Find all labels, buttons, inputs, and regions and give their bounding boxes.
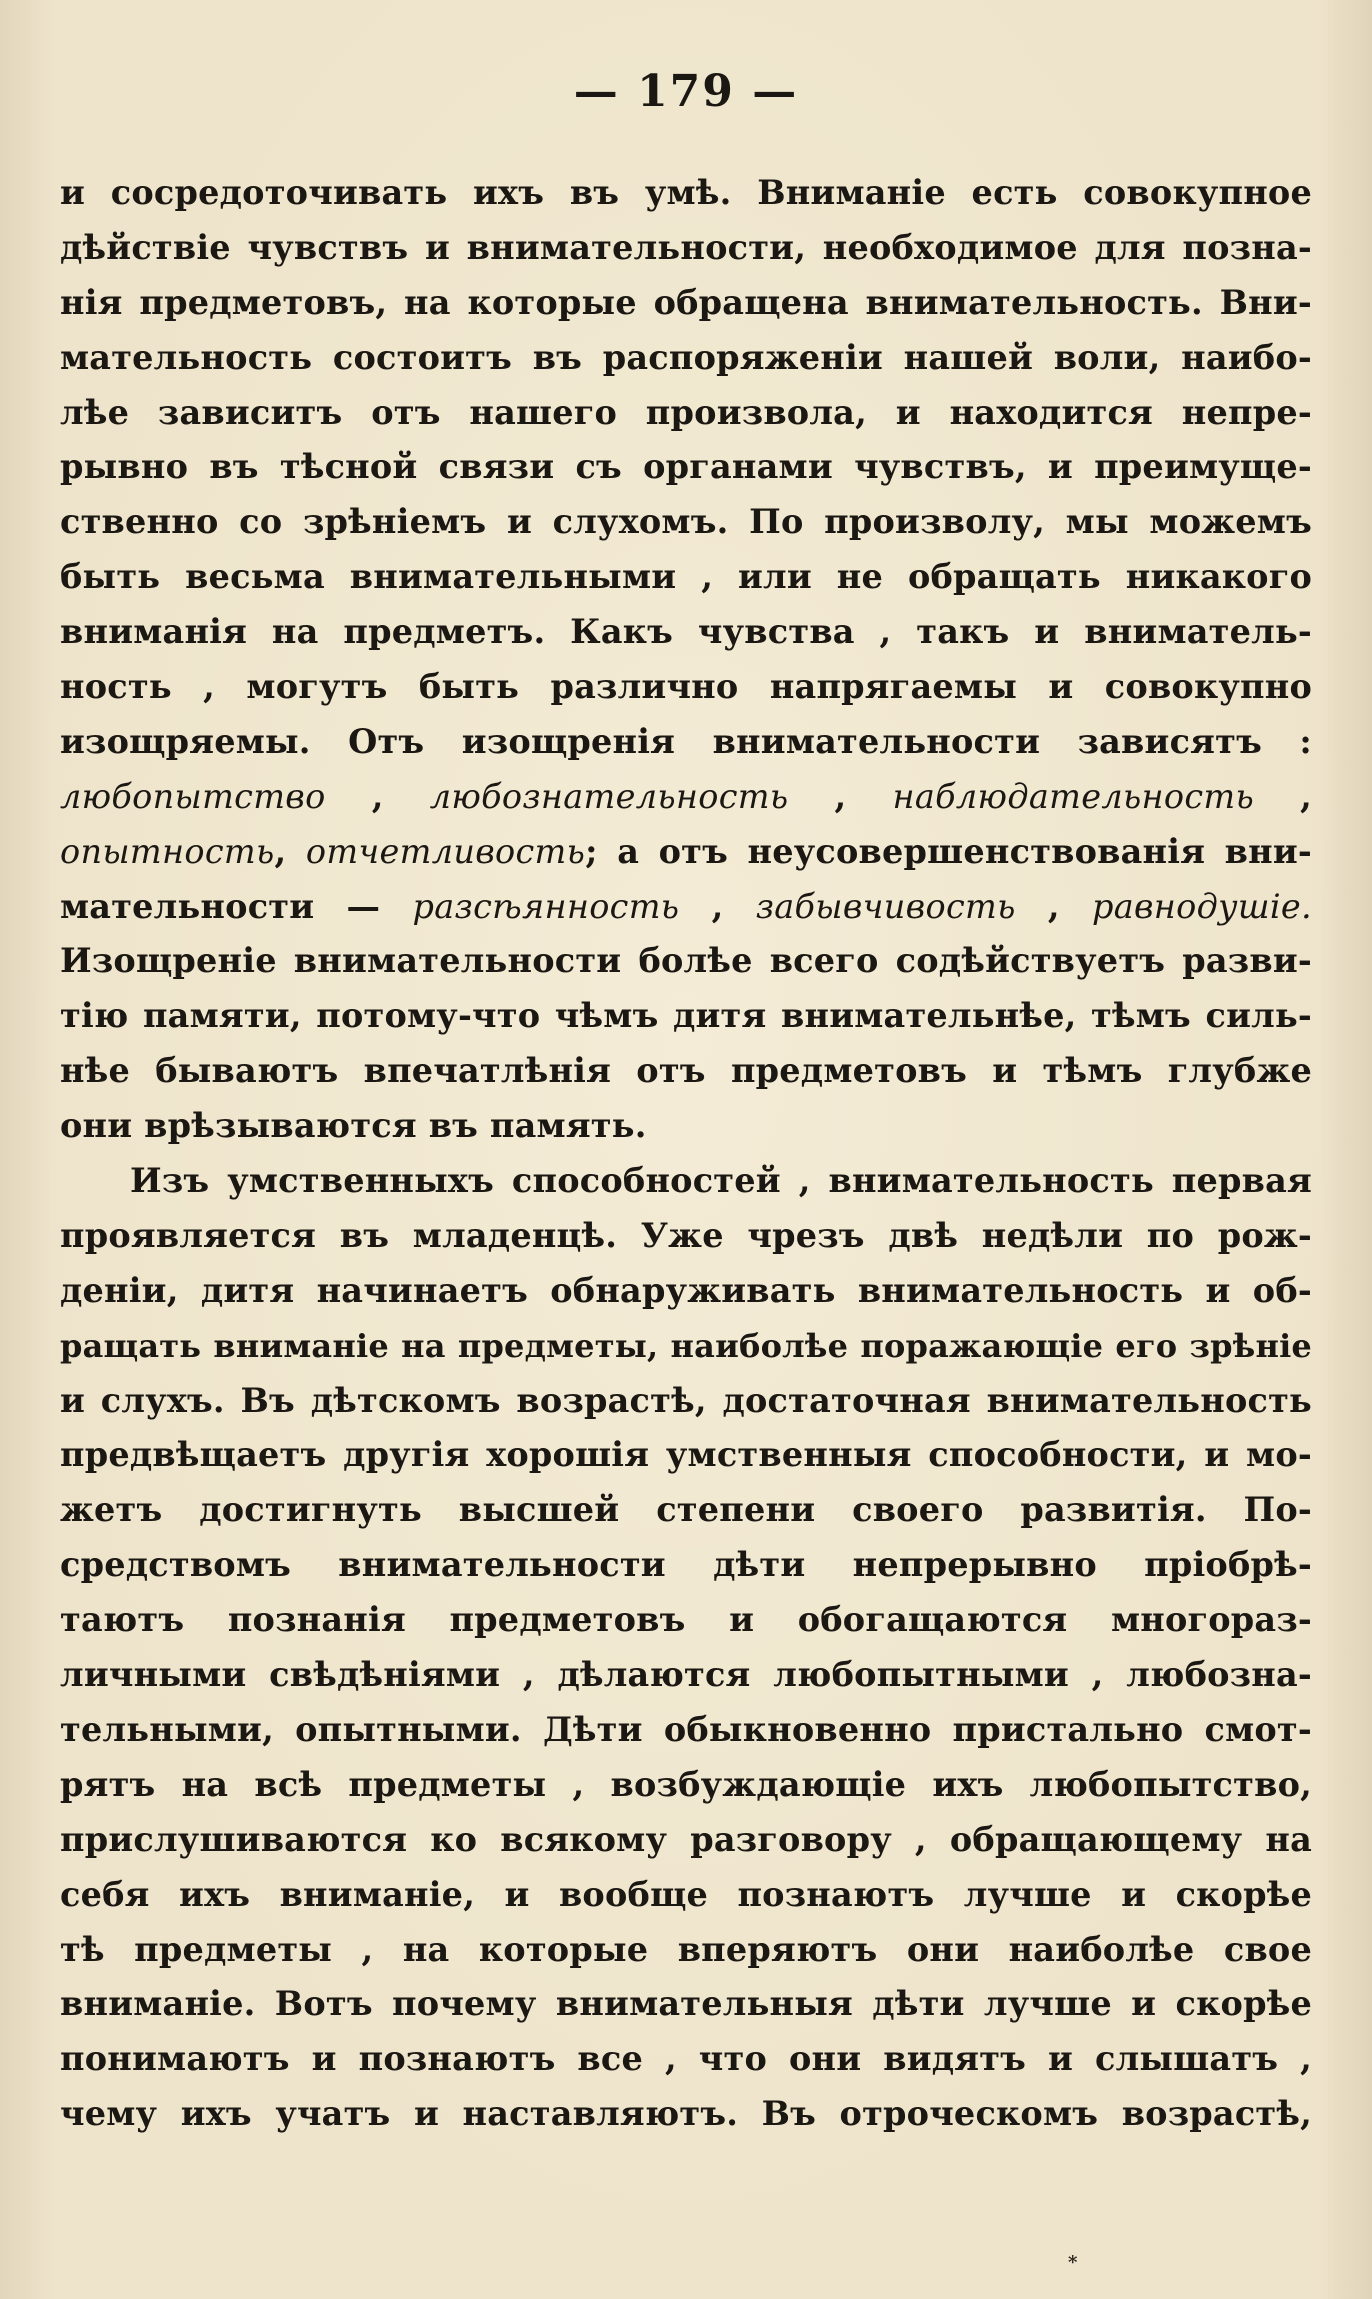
text-line-italic-terms [60,880,1312,935]
separator: , [1015,886,1092,926]
italic-term: опытность [60,831,275,871]
separator: , [679,886,756,926]
text-line: таютъ познанія предметовъ и обогащаются многораз- [60,1600,1312,1640]
text-fragment: ; а отъ неусовершенствованія вни- [585,831,1312,871]
italic-term: отчетливость [305,831,586,871]
text-line: нія предметовъ, на которые обращена внимательность. Вни- [60,282,1312,322]
text-line: изощряемы. Отъ изощренія внимательности зависятъ : [60,721,1312,761]
text-line: и сосредоточивать ихъ въ умѣ. Вниманіе есть совокупное [60,173,1312,212]
text-line: тію памяти, потому-что чѣмъ дитя внимательнѣе, тѣмъ силь- [60,996,1312,1036]
text-line: вниманія на предметъ. Какъ чувства , такъ и вниматель- [60,612,1312,652]
separator: , [274,831,306,871]
text-line: средствомъ внимательности дѣти непрерывно пріобрѣ- [60,1545,1312,1585]
text-line: мательность состоитъ въ распоряженіи нашей воли, наибо- [60,337,1312,377]
text-line: Изощреніе внимательности болѣе всего содѣйствуетъ разви- [60,941,1312,981]
text-line: Изъ умственныхъ способностей , внимательность первая [130,1161,1312,1201]
text-fragment: мательности — [60,886,413,926]
italic-term: наблюдательность [892,776,1255,816]
text-line: предвѣщаетъ другія хорошія умственныя способности, и мо- [60,1435,1312,1475]
text-line: ращать вниманіе на предметы, наиболѣе поражающіе его зрѣніе [60,1326,1312,1365]
body-text [60,166,1312,2142]
italic-term: разсѣянность [412,886,680,926]
italic-term: забывчивость [755,886,1016,926]
text-line: понимаютъ и познаютъ все , что они видятъ и слышатъ , [60,2039,1312,2079]
text-line-italic-terms [60,770,1312,825]
text-line: проявляется въ младенцѣ. Уже чрезъ двѣ недѣли по рож- [60,1215,1312,1255]
text-line: рывно въ тѣсной связи съ органами чувствъ, и преимуще- [60,447,1312,487]
italic-term: равнодушіе. [1091,886,1312,926]
page-number: — 179 — [573,66,799,117]
text-line: себя ихъ вниманіе, и вообще познаютъ лучше и скорѣе [60,1874,1312,1914]
text-line: тѣ предметы , на которые вперяютъ они наиболѣе свое [60,1929,1312,1969]
text-line-italic-terms [60,825,1312,880]
italic-term: любознательность [429,776,789,816]
text-line: и слухъ. Въ дѣтскомъ возрастѣ, достаточная внимательность [60,1380,1312,1420]
text-line: ственно со зрѣніемъ и слухомъ. По произволу, мы можемъ [60,502,1312,542]
text-line: нѣе бываютъ впечатлѣнія отъ предметовъ и тѣмъ глубже [60,1051,1312,1091]
text-line: чему ихъ учатъ и наставляютъ. Въ отроческомъ возрастѣ, [60,2094,1312,2134]
text-line: вниманіе. Вотъ почему внимательныя дѣти лучше и скорѣе [60,1984,1312,2024]
signature-mark: * [1068,2252,1078,2273]
text-line: тельными, опытными. Дѣти обыкновенно пристально смот- [60,1709,1312,1749]
separator: , [325,776,430,816]
italic-term: любопытство [60,776,326,816]
text-line: деніи, дитя начинаетъ обнаруживать внимательность и об- [60,1270,1312,1310]
text-line: лѣе зависитъ отъ нашего произвола, и находится непре- [60,392,1312,432]
paragraph-2 [60,1154,1312,2142]
text-line: они врѣзываются въ память. [60,1106,647,1146]
text-line: прислушиваются ко всякому разговору , обращающему на [60,1819,1312,1859]
text-line: жетъ достигнуть высшей степени своего развитія. По- [60,1490,1312,1530]
text-line: дѣйствіе чувствъ и внимательности, необходимое для позна- [60,227,1312,267]
text-line: рятъ на всѣ предметы , возбуждающіе ихъ любопытство, [60,1764,1312,1804]
separator: , [1254,776,1313,816]
paragraph-1 [60,166,1312,1154]
separator: , [788,776,893,816]
text-line: ность , могутъ быть различно напрягаемы и совокупно [60,667,1312,707]
text-line: быть весьма внимательными , или не обращать никакого [60,557,1312,597]
text-line: личными свѣдѣніями , дѣлаются любопытными , любозна- [60,1655,1312,1695]
